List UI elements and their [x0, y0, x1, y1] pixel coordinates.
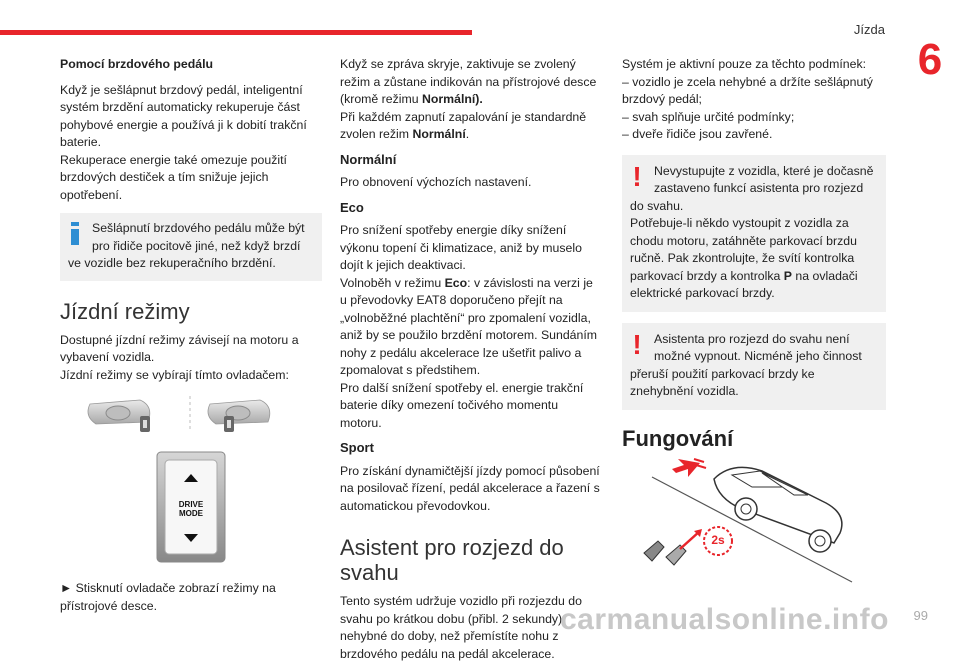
- timer-badge: 2s: [711, 533, 725, 547]
- caption: ► Stisknutí ovladače zobrazí režimy na přístrojové desce.: [60, 581, 276, 613]
- eco-mode-heading: Eco: [340, 199, 364, 215]
- paragraph: Pro obnovení výchozích nastavení.: [340, 175, 532, 189]
- info-icon: [68, 222, 82, 246]
- operation-heading: Fungování: [622, 425, 734, 451]
- warning-box: [622, 155, 886, 312]
- chapter-number: 6: [917, 35, 943, 84]
- text-span-bold: Normální).: [422, 92, 483, 106]
- text-span: Při každém zapnutí zapalování je standardně zvolen režim: [340, 109, 587, 141]
- warning-text: Asistenta pro rozjezd do svahu není možné vypnout. Nicméně jeho činnost přeruší použití parkovací brzdy ke znehybnění vozidla.: [630, 331, 862, 398]
- watermark: carmanualsonline.info: [560, 603, 889, 636]
- paragraph: Tento systém udržuje vozidlo při rozjezdu do svahu po krátkou dobu (přibl. 2 sekundy) nehybné do doby, než přemístíte nohu z brzdového pedálu na pedál akcelerace.: [340, 594, 582, 661]
- steering-wheel-illustration: [60, 396, 322, 566]
- text-span: : v závislosti na verzi je u převodovky EAT8 doporučeno přejít na „volnoběžné plachtění“ pro zpomalení vozidla, aniž by se použilo brzdění motorem. Sundáním nohy z pedálu akcelerace lze ušetřit palivo a zpomalovat s předstihem.: [340, 275, 598, 377]
- paragraph: [340, 56, 602, 109]
- text-span: Když se zpráva skryje, zaktivuje se zvolený režim a zůstane indikován na přístrojové desce (kromě režimu: [340, 57, 597, 106]
- section-title: Jízda: [853, 22, 885, 37]
- warning-text: Nevystupujte z vozidla, které je dočasně zastaveno funkcí asistenta pro rozjezd do svahu.: [630, 163, 874, 213]
- text-span-bold: Normální: [412, 127, 466, 141]
- paragraph: [340, 109, 602, 144]
- paragraph: [340, 275, 602, 380]
- text-span: na ovladači elektrické parkovací brzdy.: [630, 268, 858, 300]
- paragraph: Jízdní režimy se vybírají tímto ovladačem:: [60, 367, 289, 382]
- warning-text: [630, 215, 878, 303]
- warning-icon: !: [632, 328, 642, 360]
- text-span-bold: P: [783, 268, 792, 283]
- hill-start-figure: [622, 457, 886, 587]
- warning-icon: !: [632, 160, 642, 192]
- car-on-slope-illustration: [622, 457, 886, 587]
- column-3: [622, 56, 886, 587]
- drive-mode-label-line1: DRIVE: [178, 500, 204, 509]
- info-text: Sešlápnutí brzdového pedálu může být pro řidiče pocitově jiné, než když brzdí ve vozidle bez rekuperačního brzdění.: [68, 221, 305, 270]
- driving-modes-heading: Jízdní režimy: [60, 298, 190, 324]
- text-span: .: [465, 127, 470, 141]
- column-1: [60, 56, 322, 615]
- normal-mode-heading: Normální: [340, 151, 397, 167]
- page-number: 99: [913, 608, 928, 623]
- paragraph: Pro získání dynamičtější jízdy pomocí působení na posilovač řízení, pedál akcelerace a řazení s automatickou převodovkou.: [340, 463, 600, 513]
- paragraph: Pro další snížení spotřeby el. energie trakční baterie díky omezení točivého momentu motoru.: [340, 380, 584, 430]
- paragraph: Systém je aktivní pouze za těchto podmínek:: [622, 57, 867, 71]
- paragraph: Když je sešlápnut brzdový pedál, inteligentní systém brzdění automaticky rekuperuje část pohybové energie a používá ji k dobití trakční baterie.: [60, 82, 307, 149]
- drive-mode-figure: [60, 396, 322, 566]
- brake-pedal-subheading: Pomocí brzdového pedálu: [60, 57, 214, 71]
- chapter-accent-bar: [0, 30, 472, 35]
- info-box: [60, 213, 322, 281]
- list-item: – vozidlo je zcela nehybné a držíte sešlápnutý brzdový pedál;: [622, 74, 873, 106]
- drive-mode-button-label: [171, 500, 211, 518]
- paragraph: Rekuperace energie také omezuje použití brzdových destiček a tím snižuje jejich opotřebení.: [60, 152, 287, 202]
- sport-mode-heading: Sport: [340, 440, 374, 455]
- text-span: Potřebuje-li někdo vystoupit z vozidla za chodu motoru, zatáhněte parkovací brzdu ručně. Pak zkontrolujte, že svítí kontrolka parkovací brzdy a kontrolka: [630, 216, 857, 283]
- hill-start-heading: Asistent pro rozjezd do svahu: [340, 535, 564, 585]
- list-item: – dveře řidiče jsou zavřené.: [622, 127, 773, 141]
- warning-box: [622, 323, 886, 410]
- text-span: Volnoběh v režimu: [340, 275, 445, 290]
- column-2: [340, 56, 602, 663]
- paragraph: Dostupné jízdní režimy závisejí na motoru a vybavení vozidla.: [60, 332, 299, 364]
- list-item: – svah splňuje určité podmínky;: [622, 109, 795, 124]
- drive-mode-label-line2: MODE: [179, 509, 203, 518]
- paragraph: Pro snížení spotřeby energie díky snížení výkonu topení či klimatizace, aniž by muselo dojít k jejich deaktivaci.: [340, 223, 582, 272]
- text-span-bold: Eco: [444, 275, 468, 290]
